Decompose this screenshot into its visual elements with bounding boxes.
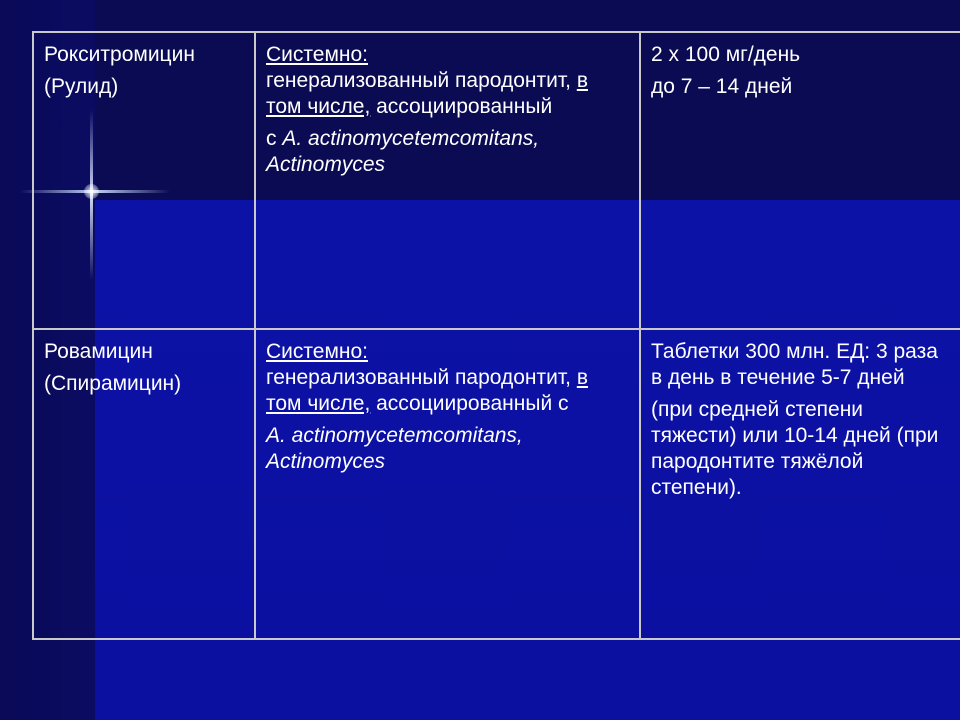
drug-table: [32, 31, 960, 640]
indication-lead: Системно:: [266, 339, 369, 363]
dosage-cell: [640, 32, 960, 329]
organisms-text: с A. actinomycetemcomitans, Actinomyces: [266, 127, 540, 176]
table-row: [33, 329, 960, 639]
organisms-text: [266, 423, 627, 475]
indication-underlined: в том числе,: [266, 365, 588, 415]
drug-name-cell: [33, 32, 255, 329]
indication-text: Системно: генерализованный пародонтит, в том числе, ассоциированный: [266, 43, 588, 118]
dosage-line: (при средней степени тяжести) или 10-14 дней (при пародонтите тяжёлой степени).: [651, 397, 939, 499]
drug-name: Рокситромицин: [44, 43, 195, 66]
table-row: [33, 32, 960, 329]
indication-underlined: в том числе,: [266, 69, 588, 118]
drug-brand: (Рулид): [44, 75, 119, 98]
dosage-cell: [640, 329, 960, 639]
drug-name: Ровамицин: [44, 339, 153, 363]
organisms: A. actinomycetemcomitans, Actinomyces: [266, 423, 523, 473]
indication-lead: Системно:: [266, 43, 369, 66]
organisms: A. actinomycetemcomitans, Actinomyces: [266, 127, 540, 176]
dosage-line: до 7 – 14 дней: [651, 75, 793, 98]
drug-brand: (Спирамицин): [44, 371, 182, 395]
dosage-line: 2 х 100 мг/день: [651, 43, 801, 66]
drug-name-cell: [33, 329, 255, 639]
indication-text: Системно: генерализованный пародонтит, в том числе, ассоциированный с: [266, 339, 588, 415]
dosage-line: Таблетки 300 млн. ЕД: 3 раза в день в течение 5-7 дней: [651, 339, 938, 389]
indication-cell: [255, 32, 640, 329]
indication-cell: [255, 329, 640, 639]
